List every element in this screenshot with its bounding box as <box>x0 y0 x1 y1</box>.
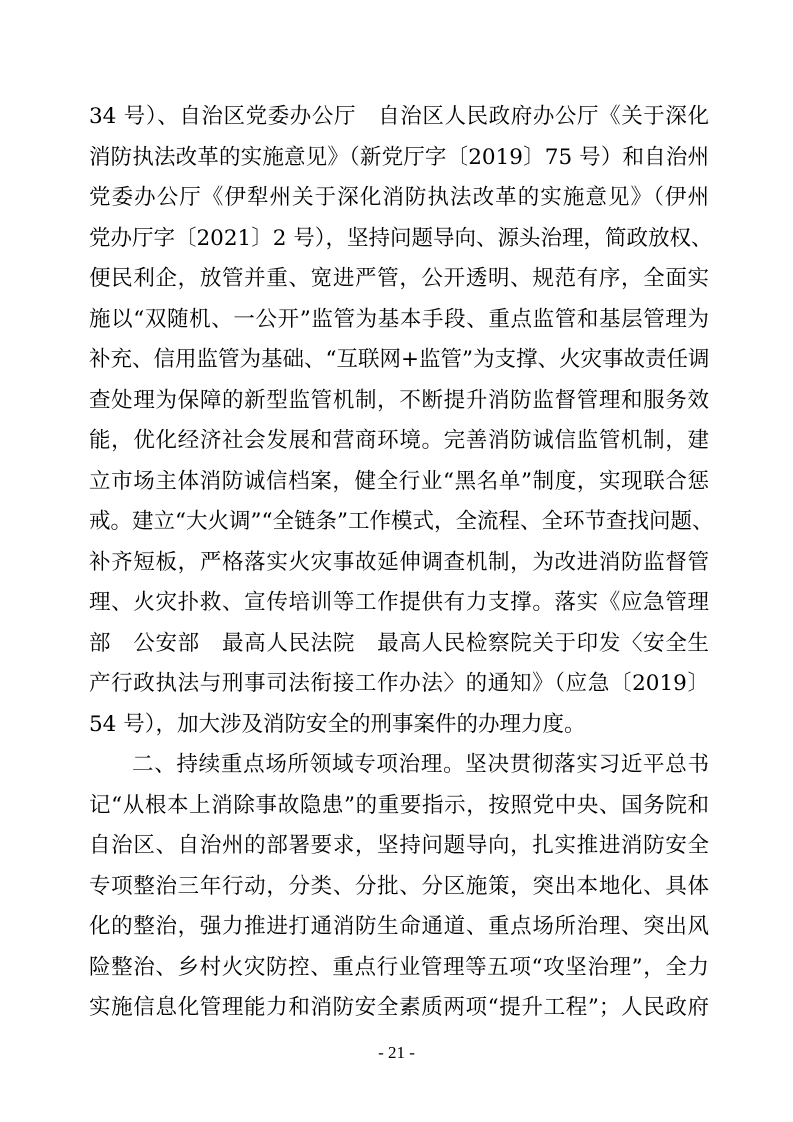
text-line: 党委办公厅《伊犁州关于深化消防执法改革的实施意见》（伊州 <box>89 185 709 210</box>
text-line: 立市场主体消防诚信档案，健全行业“黑名单”制度，实现联合惩 <box>89 468 709 494</box>
text-line: 部 公安部 最高人民法院 最高人民检察院关于印发〈安全生 <box>89 630 709 656</box>
text-line: 理、火灾扑救、宣传培训等工作提供有力支撑。落实《应急管理 <box>89 590 709 615</box>
text-line: 补齐短板，严格落实火灾事故延伸调查机制，为改进消防监督管 <box>89 549 709 575</box>
text-line: 险整治、乡村火灾防控、重点行业管理等五项“攻坚治理”，全力 <box>89 954 709 980</box>
text-line: 便民利企，放管并重、宽进严管，公开透明、规范有序，全面实 <box>89 266 709 291</box>
text-line: 戒。建立“大火调”“全链条”工作模式，全流程、全环节查找问题、 <box>89 509 714 534</box>
text-line: 实施信息化管理能力和消防安全素质两项“提升工程”；人民政府 <box>89 995 709 1020</box>
page-number: - 21 - <box>378 1043 415 1062</box>
text-line: 能，优化经济社会发展和营商环境。完善消防诚信监管机制，建 <box>89 428 709 453</box>
text-line: 施以“双随机、一公开”监管为基本手段、重点监管和基层管理为 <box>89 306 709 332</box>
text-line: 54 号），加大涉及消防安全的刑事案件的办理力度。 <box>89 711 586 737</box>
section-heading-line: 二、持续重点场所领域专项治理。坚决贯彻落实习近平总书 <box>132 752 709 777</box>
text-line: 自治区、自治州的部署要求，坚持问题导向，扎实推进消防安全 <box>89 833 709 858</box>
text-line: 产行政执法与刑事司法衔接工作办法〉的通知》（应急〔2019〕 <box>89 671 709 696</box>
text-line: 34 号）、自治区党委办公厅 自治区人民政府办公厅《关于深化 <box>89 104 709 129</box>
text-line: 查处理为保障的新型监管机制，不断提升消防监督管理和服务效 <box>89 387 709 413</box>
text-line: 补充、信用监管为基础、“互联网+监管”为支撑、火灾事故责任调 <box>89 347 710 372</box>
text-line: 专项整治三年行动，分类、分批、分区施策，突出本地化、具体 <box>89 873 709 899</box>
text-line: 化的整治，强力推进打通消防生命通道、重点场所治理、突出风 <box>89 914 709 939</box>
document-body <box>89 97 714 1029</box>
text-line: 消防执法改革的实施意见》（新党厅字〔2019〕75 号）和自治州 <box>89 144 709 170</box>
text-line: 党办厅字〔2021〕2 号），坚持问题导向、源头治理，简政放权、 <box>89 225 713 251</box>
text-line: 记“从根本上消除事故隐患”的重要指示，按照党中央、国务院和 <box>89 792 709 818</box>
